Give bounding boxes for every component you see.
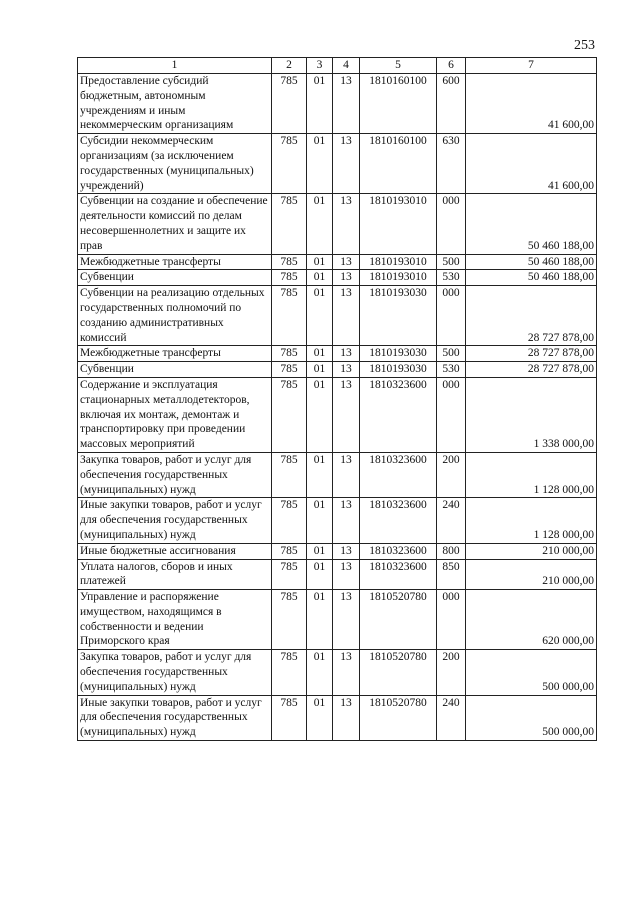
column-header: 2: [272, 58, 307, 74]
code-cell: 785: [272, 362, 307, 378]
amount-cell: 500 000,00: [466, 650, 597, 695]
row-name-cell: Межбюджетные трансферты: [78, 254, 272, 270]
row-name-cell: Содержание и эксплуатация стационарных металлодетекторов, включая их монтаж, демонтаж и транспортировку при проведении массовых мероприятий: [78, 377, 272, 452]
row-name-cell: Межбюджетные трансферты: [78, 346, 272, 362]
amount-cell: 1 128 000,00: [466, 452, 597, 497]
row-name-cell: Субвенции: [78, 362, 272, 378]
code-cell: 000: [437, 590, 466, 650]
table-body: [78, 74, 597, 741]
code-cell: 630: [437, 134, 466, 194]
table-row: [78, 254, 597, 270]
code-cell: 01: [307, 543, 333, 559]
row-name-cell: Субвенции на реализацию отдельных государственных полномочий по созданию административных комиссий: [78, 286, 272, 346]
code-cell: 13: [333, 362, 360, 378]
table-row: [78, 134, 597, 194]
code-cell: 01: [307, 559, 333, 590]
column-header: 4: [333, 58, 360, 74]
table-row: [78, 362, 597, 378]
header-row: [78, 58, 597, 74]
code-cell: 600: [437, 74, 466, 134]
column-header: 5: [360, 58, 437, 74]
code-cell: 01: [307, 498, 333, 543]
table-row: [78, 543, 597, 559]
column-header: 3: [307, 58, 333, 74]
row-name-cell: Закупка товаров, работ и услуг для обеспечения государственных (муниципальных) нужд: [78, 452, 272, 497]
code-cell: 500: [437, 346, 466, 362]
code-cell: 13: [333, 254, 360, 270]
amount-cell: 50 460 188,00: [466, 270, 597, 286]
amount-cell: 50 460 188,00: [466, 254, 597, 270]
column-header: 6: [437, 58, 466, 74]
row-name-cell: Иные закупки товаров, работ и услуг для обеспечения государственных (муниципальных) нужд: [78, 695, 272, 740]
code-cell: 785: [272, 498, 307, 543]
code-cell: 13: [333, 452, 360, 497]
table-row: [78, 74, 597, 134]
code-cell: 1810160100: [360, 74, 437, 134]
code-cell: 000: [437, 377, 466, 452]
code-cell: 240: [437, 498, 466, 543]
code-cell: 200: [437, 650, 466, 695]
amount-cell: 1 338 000,00: [466, 377, 597, 452]
column-header: 1: [78, 58, 272, 74]
code-cell: 785: [272, 590, 307, 650]
amount-cell: 41 600,00: [466, 74, 597, 134]
code-cell: 1810323600: [360, 543, 437, 559]
code-cell: 13: [333, 498, 360, 543]
code-cell: 785: [272, 254, 307, 270]
code-cell: 01: [307, 254, 333, 270]
code-cell: 785: [272, 452, 307, 497]
code-cell: 000: [437, 194, 466, 254]
code-cell: 1810193010: [360, 254, 437, 270]
code-cell: 1810520780: [360, 590, 437, 650]
amount-cell: 41 600,00: [466, 134, 597, 194]
code-cell: 500: [437, 254, 466, 270]
code-cell: 1810323600: [360, 559, 437, 590]
code-cell: 200: [437, 452, 466, 497]
code-cell: 1810193030: [360, 346, 437, 362]
amount-cell: 28 727 878,00: [466, 346, 597, 362]
row-name-cell: Субсидии некоммерческим организациям (за исключением государственных (муниципальных) учреждений): [78, 134, 272, 194]
code-cell: 1810323600: [360, 452, 437, 497]
code-cell: 850: [437, 559, 466, 590]
code-cell: 13: [333, 377, 360, 452]
row-name-cell: Уплата налогов, сборов и иных платежей: [78, 559, 272, 590]
code-cell: 13: [333, 286, 360, 346]
code-cell: 13: [333, 695, 360, 740]
code-cell: 785: [272, 559, 307, 590]
code-cell: 01: [307, 452, 333, 497]
code-cell: 785: [272, 286, 307, 346]
table-row: [78, 270, 597, 286]
table-row: [78, 346, 597, 362]
code-cell: 13: [333, 194, 360, 254]
code-cell: 13: [333, 134, 360, 194]
row-name-cell: Управление и распоряжение имуществом, находящимся в собственности и ведении Приморского края: [78, 590, 272, 650]
code-cell: 01: [307, 650, 333, 695]
amount-cell: 620 000,00: [466, 590, 597, 650]
code-cell: 1810193010: [360, 194, 437, 254]
budget-table: [77, 57, 597, 741]
code-cell: 000: [437, 286, 466, 346]
amount-cell: 28 727 878,00: [466, 362, 597, 378]
code-cell: 785: [272, 270, 307, 286]
code-cell: 01: [307, 590, 333, 650]
code-cell: 01: [307, 362, 333, 378]
code-cell: 785: [272, 134, 307, 194]
code-cell: 01: [307, 695, 333, 740]
code-cell: 530: [437, 270, 466, 286]
row-name-cell: Предоставление субсидий бюджетным, автономным учреждениям и иным некоммерческим организациям: [78, 74, 272, 134]
column-header: 7: [466, 58, 597, 74]
code-cell: 13: [333, 270, 360, 286]
code-cell: 1810323600: [360, 498, 437, 543]
code-cell: 13: [333, 559, 360, 590]
code-cell: 240: [437, 695, 466, 740]
table-row: [78, 650, 597, 695]
code-cell: 1810520780: [360, 650, 437, 695]
code-cell: 1810193030: [360, 286, 437, 346]
code-cell: 1810520780: [360, 695, 437, 740]
code-cell: 01: [307, 377, 333, 452]
row-name-cell: Субвенции: [78, 270, 272, 286]
code-cell: 785: [272, 695, 307, 740]
code-cell: 13: [333, 590, 360, 650]
code-cell: 01: [307, 194, 333, 254]
code-cell: 785: [272, 74, 307, 134]
code-cell: 1810193030: [360, 362, 437, 378]
code-cell: 01: [307, 134, 333, 194]
code-cell: 800: [437, 543, 466, 559]
amount-cell: 1 128 000,00: [466, 498, 597, 543]
code-cell: 785: [272, 346, 307, 362]
code-cell: 785: [272, 377, 307, 452]
row-name-cell: Субвенции на создание и обеспечение деятельности комиссий по делам несовершеннолетних и защите их прав: [78, 194, 272, 254]
code-cell: 01: [307, 270, 333, 286]
page-number: 253: [574, 38, 595, 53]
table-row: [78, 194, 597, 254]
code-cell: 785: [272, 543, 307, 559]
code-cell: 785: [272, 650, 307, 695]
code-cell: 01: [307, 74, 333, 134]
code-cell: 13: [333, 543, 360, 559]
amount-cell: 50 460 188,00: [466, 194, 597, 254]
code-cell: 785: [272, 194, 307, 254]
code-cell: 13: [333, 346, 360, 362]
amount-cell: 210 000,00: [466, 559, 597, 590]
code-cell: 1810160100: [360, 134, 437, 194]
amount-cell: 28 727 878,00: [466, 286, 597, 346]
table-row: [78, 498, 597, 543]
table-row: [78, 590, 597, 650]
table-row: [78, 452, 597, 497]
row-name-cell: Иные бюджетные ассигнования: [78, 543, 272, 559]
table-row: [78, 377, 597, 452]
code-cell: 13: [333, 74, 360, 134]
table-row: [78, 286, 597, 346]
code-cell: 1810193010: [360, 270, 437, 286]
row-name-cell: Закупка товаров, работ и услуг для обеспечения государственных (муниципальных) нужд: [78, 650, 272, 695]
code-cell: 01: [307, 286, 333, 346]
code-cell: 01: [307, 346, 333, 362]
code-cell: 1810323600: [360, 377, 437, 452]
table-row: [78, 695, 597, 740]
code-cell: 13: [333, 650, 360, 695]
table-row: [78, 559, 597, 590]
code-cell: 530: [437, 362, 466, 378]
amount-cell: 210 000,00: [466, 543, 597, 559]
row-name-cell: Иные закупки товаров, работ и услуг для обеспечения государственных (муниципальных) нужд: [78, 498, 272, 543]
amount-cell: 500 000,00: [466, 695, 597, 740]
